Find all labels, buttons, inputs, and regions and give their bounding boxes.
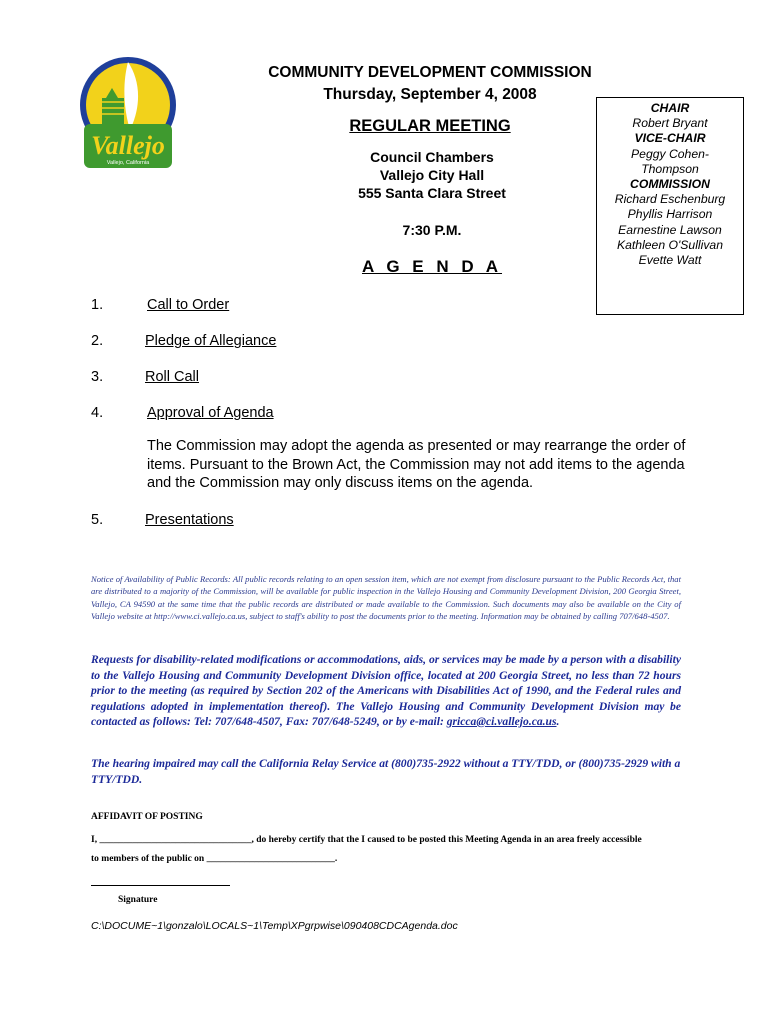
meeting-type: REGULAR MEETING bbox=[349, 117, 511, 135]
board-member: Phyllis Harrison bbox=[627, 207, 713, 222]
accommodation-notice bbox=[91, 652, 681, 730]
board-role: COMMISSION bbox=[630, 177, 710, 192]
public-records-notice bbox=[91, 573, 681, 622]
hearing-impaired-notice: The hearing impaired may call the California Relay Service at (800)735-2922 without a TTY/TDD, or (800)735-2929 with a TTY/TDD. bbox=[91, 757, 681, 786]
agenda-heading: A G E N D A bbox=[361, 257, 503, 276]
board-member: Peggy Cohen- bbox=[631, 146, 709, 161]
item-label: Pledge of Allegiance bbox=[145, 333, 277, 349]
item-number: 2. bbox=[91, 333, 104, 349]
board-role: VICE-CHAIR bbox=[634, 131, 706, 146]
meeting-date: Thursday, September 4, 2008 bbox=[323, 86, 537, 103]
item-number: 1. bbox=[91, 297, 104, 313]
item-label: Approval of Agenda bbox=[147, 405, 274, 421]
venue-line: Vallejo City Hall bbox=[379, 167, 485, 183]
city-website-link[interactable]: http://www.ci.vallejo.ca.us bbox=[153, 610, 246, 621]
notice-text: , subject to staff's ability to post the documents prior to the meeting. Information may be obtained by calling 707/648-4507. bbox=[245, 610, 670, 621]
document-title: COMMUNITY DEVELOPMENT COMMISSION bbox=[268, 64, 592, 81]
item-label: Roll Call bbox=[145, 369, 199, 385]
board-member: Thompson bbox=[641, 161, 699, 176]
board-member: Robert Bryant bbox=[632, 116, 708, 131]
contact-email-link[interactable]: gricca@ci.vallejo.ca.us bbox=[446, 715, 557, 728]
board-member: Evette Watt bbox=[638, 253, 702, 268]
board-member: Kathleen O'Sullivan bbox=[617, 237, 723, 252]
agenda-note: The Commission may adopt the agenda as presented or may rearrange the order of items. Pursuant to the Brown Act, the Commission may not add items to the agenda and the Commission may only discuss items on the agenda. bbox=[147, 438, 686, 491]
accommodation-text: . bbox=[556, 715, 560, 728]
accommodation-text: Requests for disability-related modifications or accommodations, aids, or services may be made by a person with a disability to the Vallejo Housing and Community Development Division office, located at 200 Georgia Street, no less than 72 hours prior to the meeting (as required by Section 202 of the Americans with Disabilities Act of 1990, and the Federal rules and regulations adopted in implementation thereof). The Vallejo Housing and Community Development Division may be contacted as follows: Tel: 707/648-4507, Fax: 707/648-5249, or by e-mail: bbox=[91, 653, 681, 728]
vallejo-logo bbox=[78, 50, 178, 180]
venue-line: Council Chambers bbox=[370, 149, 494, 165]
item-number: 4. bbox=[91, 405, 104, 421]
logo-wordmark: Vallejo bbox=[91, 131, 165, 160]
signature-line bbox=[91, 885, 230, 886]
item-label: Call to Order bbox=[147, 297, 230, 313]
item-label: Presentations bbox=[145, 512, 234, 528]
logo-tagline: Vallejo, California bbox=[106, 160, 150, 166]
affidavit-title: AFFIDAVIT OF POSTING bbox=[91, 812, 203, 822]
item-number: 3. bbox=[91, 369, 104, 385]
commission-members-box bbox=[596, 97, 744, 315]
board-member: Earnestine Lawson bbox=[618, 222, 722, 237]
board-role: CHAIR bbox=[650, 101, 690, 115]
meeting-time: 7:30 P.M. bbox=[402, 222, 462, 238]
venue-line: 555 Santa Clara Street bbox=[358, 185, 506, 201]
affidavit-text: to members of the public on ___________________________. bbox=[91, 854, 338, 864]
item-number: 5. bbox=[91, 512, 104, 528]
notice-text: Notice of Availability of Public Records: All public records relating to an open session item, which are not exempt from disclosure pursuant to the Public Records Act, that are distributed to a majority of the Commission, will be available for public inspection in the Vallejo Housing and Community Development Division, 200 Georgia Street, Vallejo, CA 94590 at the same time that the public records are distributed or made available to the Commission. Such documents may also be available on the City of Vallejo website at bbox=[91, 574, 681, 621]
file-path: C:\DOCUME~1\gonzalo\LOCALS~1\Temp\XPgrpwise\090408CDCAgenda.doc bbox=[91, 920, 458, 932]
affidavit-text: I, ________________________________, do hereby certify that the I caused to be posted this Meeting Agenda in an area freely accessible bbox=[91, 835, 642, 845]
signature-label: Signature bbox=[118, 895, 158, 905]
board-member: Richard Eschenburg bbox=[614, 192, 726, 207]
